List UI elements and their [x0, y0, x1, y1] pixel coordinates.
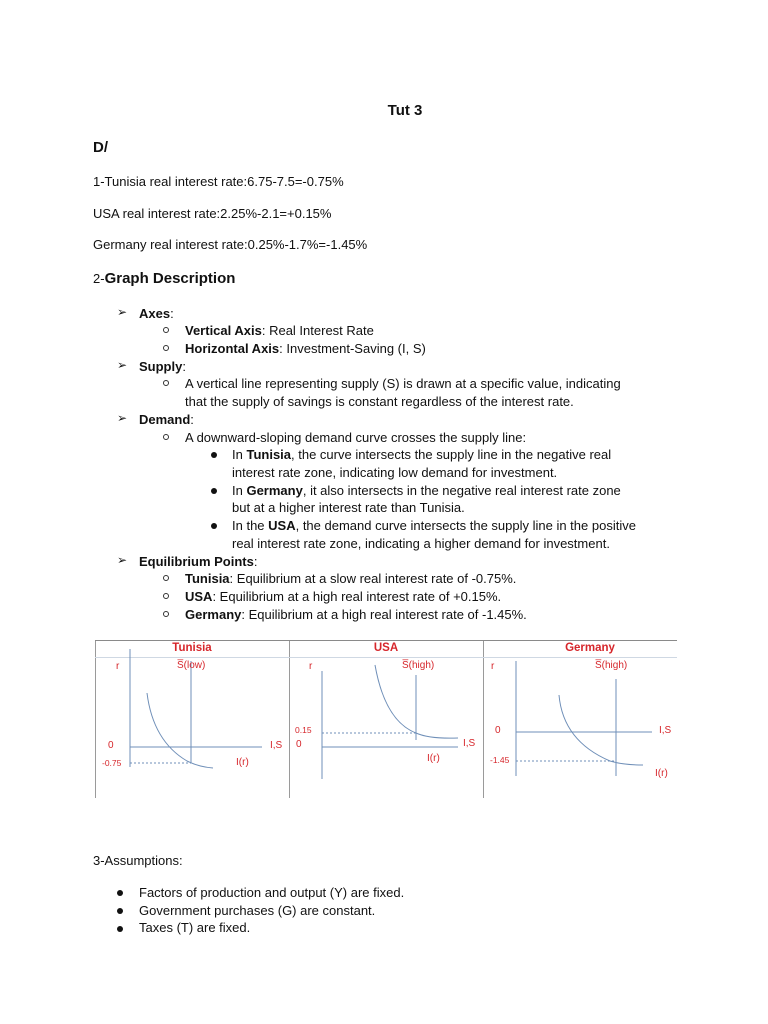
- demand-usa-line1: In the USA, the demand curve intersects the supply line in the positive: [232, 518, 636, 533]
- demand-germany-line2: but at a higher interest rate than Tunisia.: [232, 500, 465, 515]
- circle-bullet-icon: [163, 611, 169, 617]
- x-axis-label: I,S: [659, 725, 672, 736]
- tunisia-rate: 1-Tunisia real interest rate:6.75-7.5=-0.75%: [93, 174, 344, 189]
- zero-label: 0: [296, 739, 302, 750]
- supply-label: S̅(low): [177, 660, 206, 671]
- y-axis-label: r: [491, 661, 495, 672]
- circle-bullet-icon: [163, 575, 169, 581]
- demand-tunisia-line1: In Tunisia, the curve intersects the supply line in the negative real: [232, 447, 612, 462]
- equilibrium-rate-label: -0.75: [102, 758, 122, 768]
- equilibrium-label: Equilibrium Points:: [139, 554, 258, 569]
- circle-bullet-icon: [163, 380, 169, 386]
- arrow-bullet-icon: ➢: [117, 305, 128, 319]
- section-d-heading: D/: [93, 139, 108, 156]
- page-title: Tut 3: [387, 102, 423, 119]
- supply-text-line1: A vertical line representing supply (S) is drawn at a specific value, indicating: [185, 376, 621, 391]
- heading-text: Graph Description: [104, 270, 236, 287]
- demand-curve-label: I(r): [427, 753, 440, 764]
- demand-tunisia-line2: interest rate zone, indicating low demand for investment.: [232, 465, 558, 480]
- dot-bullet-icon: [117, 926, 123, 932]
- y-axis-label: r: [309, 661, 313, 672]
- assumption-item: Factors of production and output (Y) are fixed.: [139, 885, 405, 900]
- supply-label: S̅(high): [595, 660, 628, 671]
- dot-bullet-icon: [211, 523, 217, 529]
- demand-germany-line1: In Germany, it also intersects in the negative real interest rate zone: [232, 483, 621, 498]
- usa-rate: USA real interest rate:2.25%-2.1=+0.15%: [93, 206, 332, 221]
- x-axis-label: I,S: [463, 738, 476, 749]
- assumption-item: Government purchases (G) are constant.: [139, 903, 376, 918]
- arrow-bullet-icon: ➢: [117, 358, 128, 372]
- assumptions-heading: 3-Assumptions:: [93, 853, 183, 868]
- germany-rate: Germany real interest rate:0.25%-1.7%=-1.45%: [93, 237, 368, 252]
- equilibrium-germany: Germany: Equilibrium at a high real interest rate of -1.45%.: [185, 607, 527, 622]
- equilibrium-tunisia: Tunisia: Equilibrium at a slow real interest rate of -0.75%.: [185, 571, 517, 586]
- dot-bullet-icon: [211, 488, 217, 494]
- supply-text-line2: that the supply of savings is constant regardless of the interest rate.: [185, 394, 574, 409]
- horizontal-axis-item: Horizontal Axis: Investment-Saving (I, S): [185, 341, 426, 356]
- dot-bullet-icon: [117, 908, 123, 914]
- graphs-figure: [95, 640, 677, 797]
- circle-bullet-icon: [163, 345, 169, 351]
- dot-bullet-icon: [211, 452, 217, 458]
- axes-label: Axes:: [139, 306, 174, 321]
- demand-label: Demand:: [139, 412, 194, 427]
- demand-intro: A downward-sloping demand curve crosses the supply line:: [185, 430, 527, 445]
- vertical-axis-item: Vertical Axis: Real Interest Rate: [185, 323, 374, 338]
- x-axis-label: I,S: [270, 740, 283, 751]
- zero-label: 0: [495, 725, 501, 736]
- graph-title-usa: USA: [373, 642, 399, 654]
- demand-curve-label: I(r): [236, 757, 249, 768]
- demand-usa-line2: real interest rate zone, indicating a higher demand for investment.: [232, 536, 610, 551]
- arrow-bullet-icon: ➢: [117, 411, 128, 425]
- circle-bullet-icon: [163, 434, 169, 440]
- graph-title-tunisia: Tunisia: [172, 642, 212, 654]
- circle-bullet-icon: [163, 593, 169, 599]
- assumption-item: Taxes (T) are fixed.: [139, 920, 251, 935]
- equilibrium-rate-label: 0.15: [295, 725, 312, 735]
- equilibrium-rate-label: -1.45: [490, 755, 510, 765]
- zero-label: 0: [108, 740, 114, 751]
- circle-bullet-icon: [163, 327, 169, 333]
- graph-description-heading: [93, 270, 235, 287]
- demand-curve-label: I(r): [655, 768, 668, 779]
- arrow-bullet-icon: ➢: [117, 553, 128, 567]
- graph-title-germany: Germany: [565, 642, 615, 654]
- y-axis-label: r: [116, 661, 120, 672]
- dot-bullet-icon: [117, 890, 123, 896]
- equilibrium-usa: USA: Equilibrium at a high real interest rate of +0.15%.: [185, 589, 502, 604]
- heading-prefix: 2-: [93, 271, 105, 286]
- supply-label: S̅(high): [402, 660, 435, 671]
- supply-label: Supply:: [139, 359, 186, 374]
